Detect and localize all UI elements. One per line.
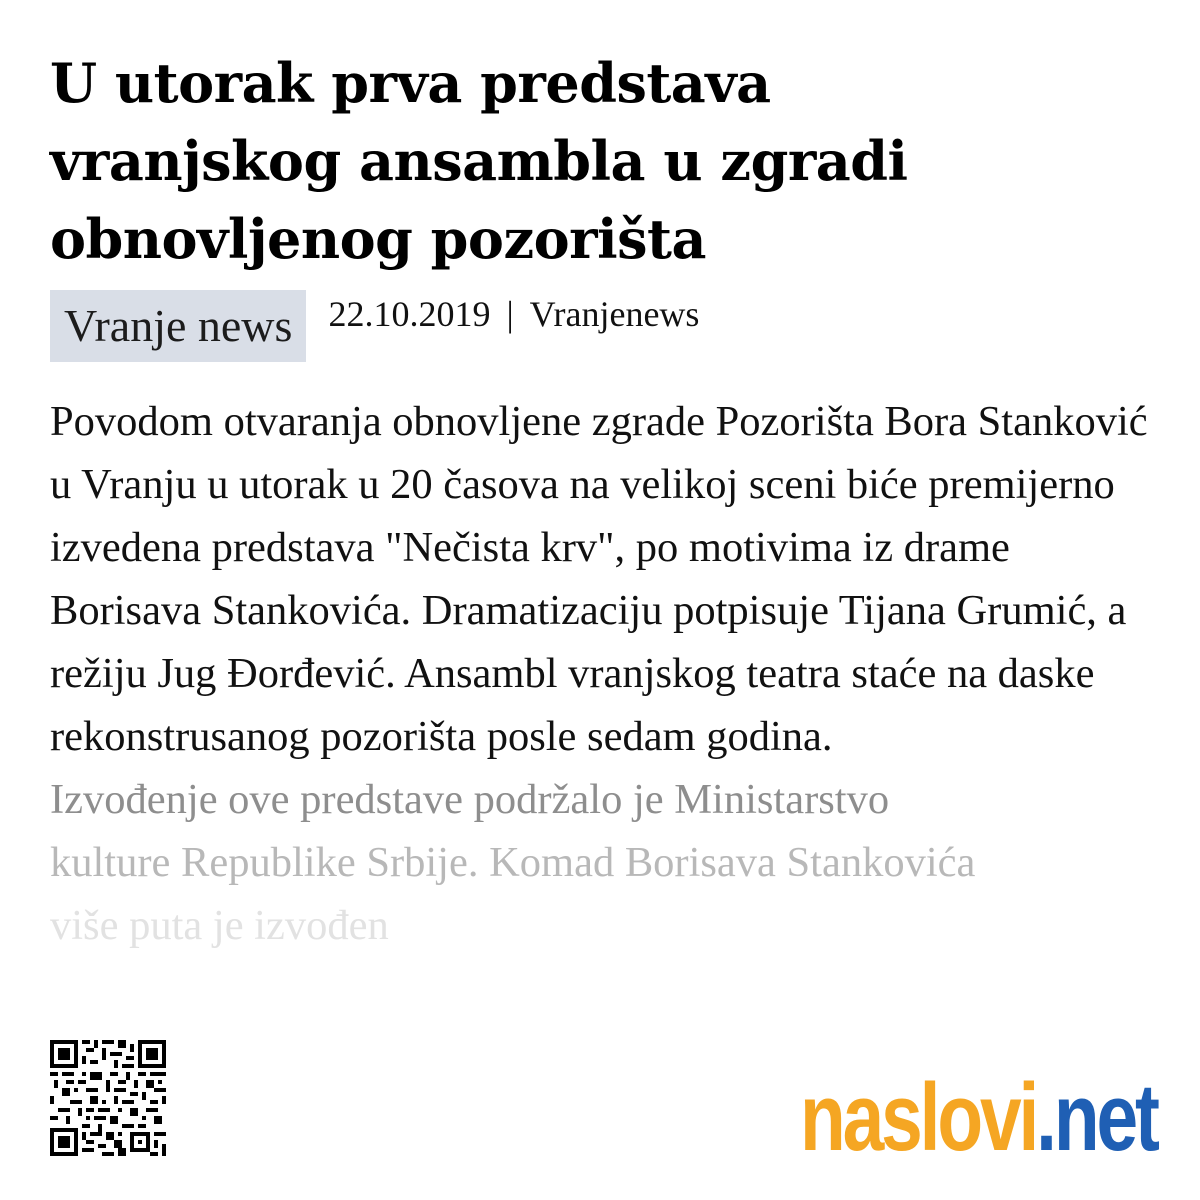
article [50, 44, 1160, 957]
source-badge[interactable]: Vranje news [50, 290, 306, 362]
qr-code-icon [50, 1040, 166, 1156]
meta-separator: | [506, 294, 514, 334]
faded-line: kulture Republike Srbije. Komad Borisava Stankovića [50, 839, 976, 886]
faded-line: Izvođenje ove predstave podržalo je Ministarstvo [50, 776, 890, 823]
author-name: Vranjenews [529, 294, 700, 334]
naslovi-logo[interactable] [800, 1064, 1157, 1171]
faded-line: više puta je izvođen [50, 902, 389, 949]
article-title: U utorak prva predstava vranjskog ansambla u zgradi obnovljenog pozorišta [50, 51, 908, 271]
logo-part-net: .net [1036, 1064, 1157, 1171]
article-body [50, 390, 1160, 957]
logo-part-naslovi: naslovi [800, 1064, 1037, 1171]
article-paragraph: Povodom otvaranja obnovljene zgrade Pozorišta Bora Stanković u Vranju u utorak u 20 časova na velikoj sceni biće premijerno izvedena predstava "Nečista krv", po motivima iz drame Borisava Stankovića. Dramatizaciju potpisuje Tijana Grumić, a režiju Jug Đorđević. Ansambl vranjskog teatra staće na daske rekonstrusanog pozorišta posle sedam godina. [50, 398, 1148, 760]
publish-date: 22.10.2019 [328, 294, 491, 334]
article-meta [50, 290, 1160, 362]
